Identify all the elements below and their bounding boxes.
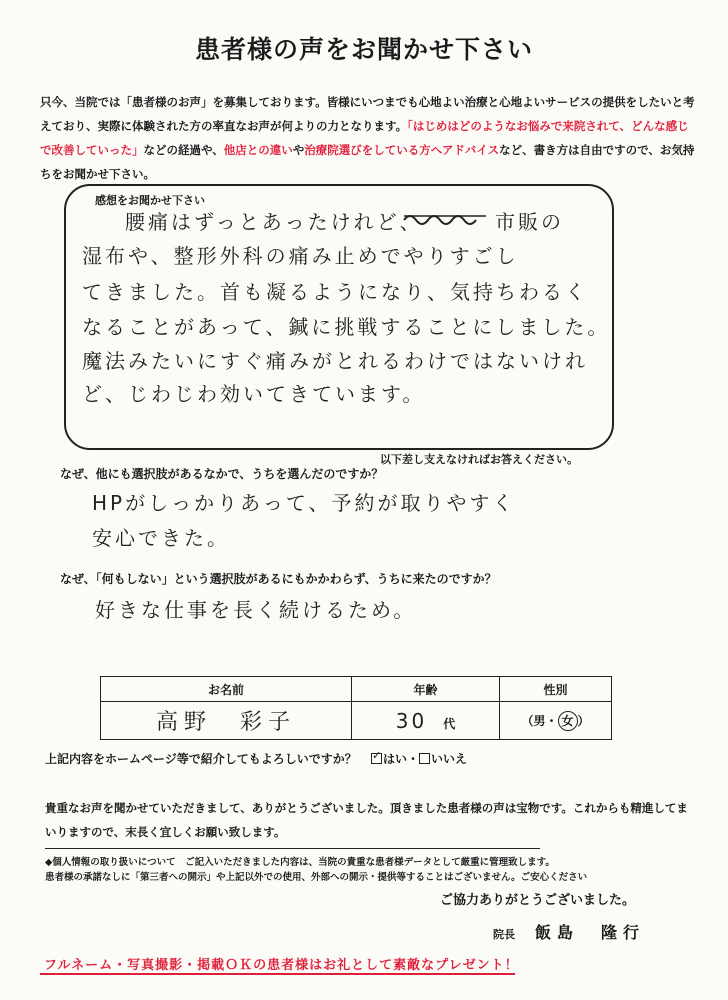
- promo-text: フルネーム・写真撮影・掲載ＯＫの患者様はお礼として素敵なプレゼント！: [44, 958, 519, 973]
- impression-line-4: なることがあって、鍼に挑戦することにしました。: [82, 315, 611, 339]
- director-signature: [493, 920, 645, 943]
- age-cell: [352, 702, 500, 740]
- no-checkbox[interactable]: [419, 753, 430, 764]
- impression-line-2: 湿布や、整形外科の痛み止めでやりすごし: [82, 244, 519, 268]
- permission-yes-option[interactable]: [371, 752, 407, 766]
- intro-part4: など、書き方は自由ですので、お気持ちをお聞かせ下さい。: [40, 143, 695, 181]
- patient-info-table: [100, 676, 612, 740]
- gender-label: 性別: [500, 677, 612, 702]
- impression-label: 感想をお聞かせ下さい: [95, 194, 205, 207]
- divider: [45, 848, 540, 849]
- q1-answer-line-1: HPがしっかりあって、予約が取りやすく: [92, 491, 516, 515]
- intro-part3: や: [292, 143, 305, 157]
- age-unit: 代: [443, 716, 456, 731]
- page-title: 患者様の声をお聞かせ下さい: [194, 35, 533, 64]
- name-cell: [101, 702, 352, 740]
- impression-line-1b: 市販の: [495, 210, 564, 234]
- name-label: お名前: [101, 677, 352, 702]
- age-value: 30: [395, 708, 428, 733]
- impression-line-3: てきました。首も凝るようになり、気持ちわるく: [82, 280, 588, 304]
- thanks-text: 貴重なお声を聞かせていただきまして、ありがとうございました。頂きました患者様の声は宝物です。これからも精進してまいりますので、末長く宜しくお願い致します。: [45, 801, 688, 839]
- q2-question: なぜ、「何もしない」という選択肢があるにもかかわらず、うちに来たのですか？: [60, 572, 497, 586]
- permission-question: 上記内容をホームページ等で紹介してもよろしいですか？: [45, 752, 357, 766]
- impression-line-6: ど、じわじわ効いてきています。: [82, 382, 426, 406]
- promo-underline: [40, 973, 515, 975]
- privacy-line-2: 患者様の承諾なしに「第三者への開示」や上記以外での使用、外部への開示・提供等することはございません。ご安心ください: [45, 872, 588, 883]
- privacy-notice: [45, 855, 645, 885]
- intro-red3: 治療院選びをしている方へアドバイス: [304, 143, 500, 157]
- gender-paren-close: ）: [577, 713, 590, 728]
- director-name: 飯島 隆行: [535, 923, 646, 942]
- intro-part2: などの経過や、: [143, 143, 224, 157]
- yes-checkbox-checked[interactable]: [371, 753, 382, 764]
- gender-male: 男: [533, 713, 546, 728]
- impression-line-5: 魔法みたいにすぐ痛みがとれるわけではないけれ: [82, 349, 588, 373]
- name-value: 高野 彩子: [155, 710, 296, 735]
- age-label: 年齢: [352, 677, 500, 702]
- gender-paren-open: （: [521, 713, 534, 728]
- impression-line-1: 腰痛はずっとあったけれど、: [125, 210, 423, 234]
- gender-dot: ・: [545, 713, 558, 728]
- q2-answer: 好きな仕事を長く続けるため。: [95, 598, 417, 622]
- q1-question: なぜ、他にも選択肢があるなかで、うちを選んだのですか？: [60, 467, 384, 481]
- director-label: 院長: [493, 928, 515, 941]
- permission-row: [45, 750, 467, 767]
- intro-text: [40, 90, 700, 186]
- scribble-mark: [400, 206, 490, 232]
- permission-separator: ・: [406, 752, 419, 766]
- gender-female-circled: 女: [558, 711, 578, 731]
- privacy-line-1: ◆個人情報の取り扱いについて ご記入いただきました内容は、当院の貴重な患者様データとして厳重に管理致します。: [45, 857, 555, 868]
- permission-yes-label: はい: [382, 752, 407, 766]
- q1-answer-line-2: 安心できた。: [92, 526, 230, 550]
- intro-red2: 他店との違い: [223, 143, 293, 157]
- permission-no-option[interactable]: [419, 752, 467, 766]
- intro-part1: 只今、当院では「患者様のお声」を募集しております。皆様にいつまでも心地よい治療と心地よいサービスの提供をしたいと考えており、実際に体験された方の率直なお声が何よりの力となります。: [40, 95, 695, 133]
- intro-red1: 「はじめはどのようなお悩みで来院されて、どんな感じで改善していった」: [40, 119, 689, 157]
- closing-text: ご協力ありがとうございました。: [440, 893, 636, 908]
- permission-no-label: いいえ: [430, 752, 467, 766]
- optional-note: 以下差し支えなければお答えください。: [380, 453, 578, 466]
- gender-cell: [500, 702, 612, 740]
